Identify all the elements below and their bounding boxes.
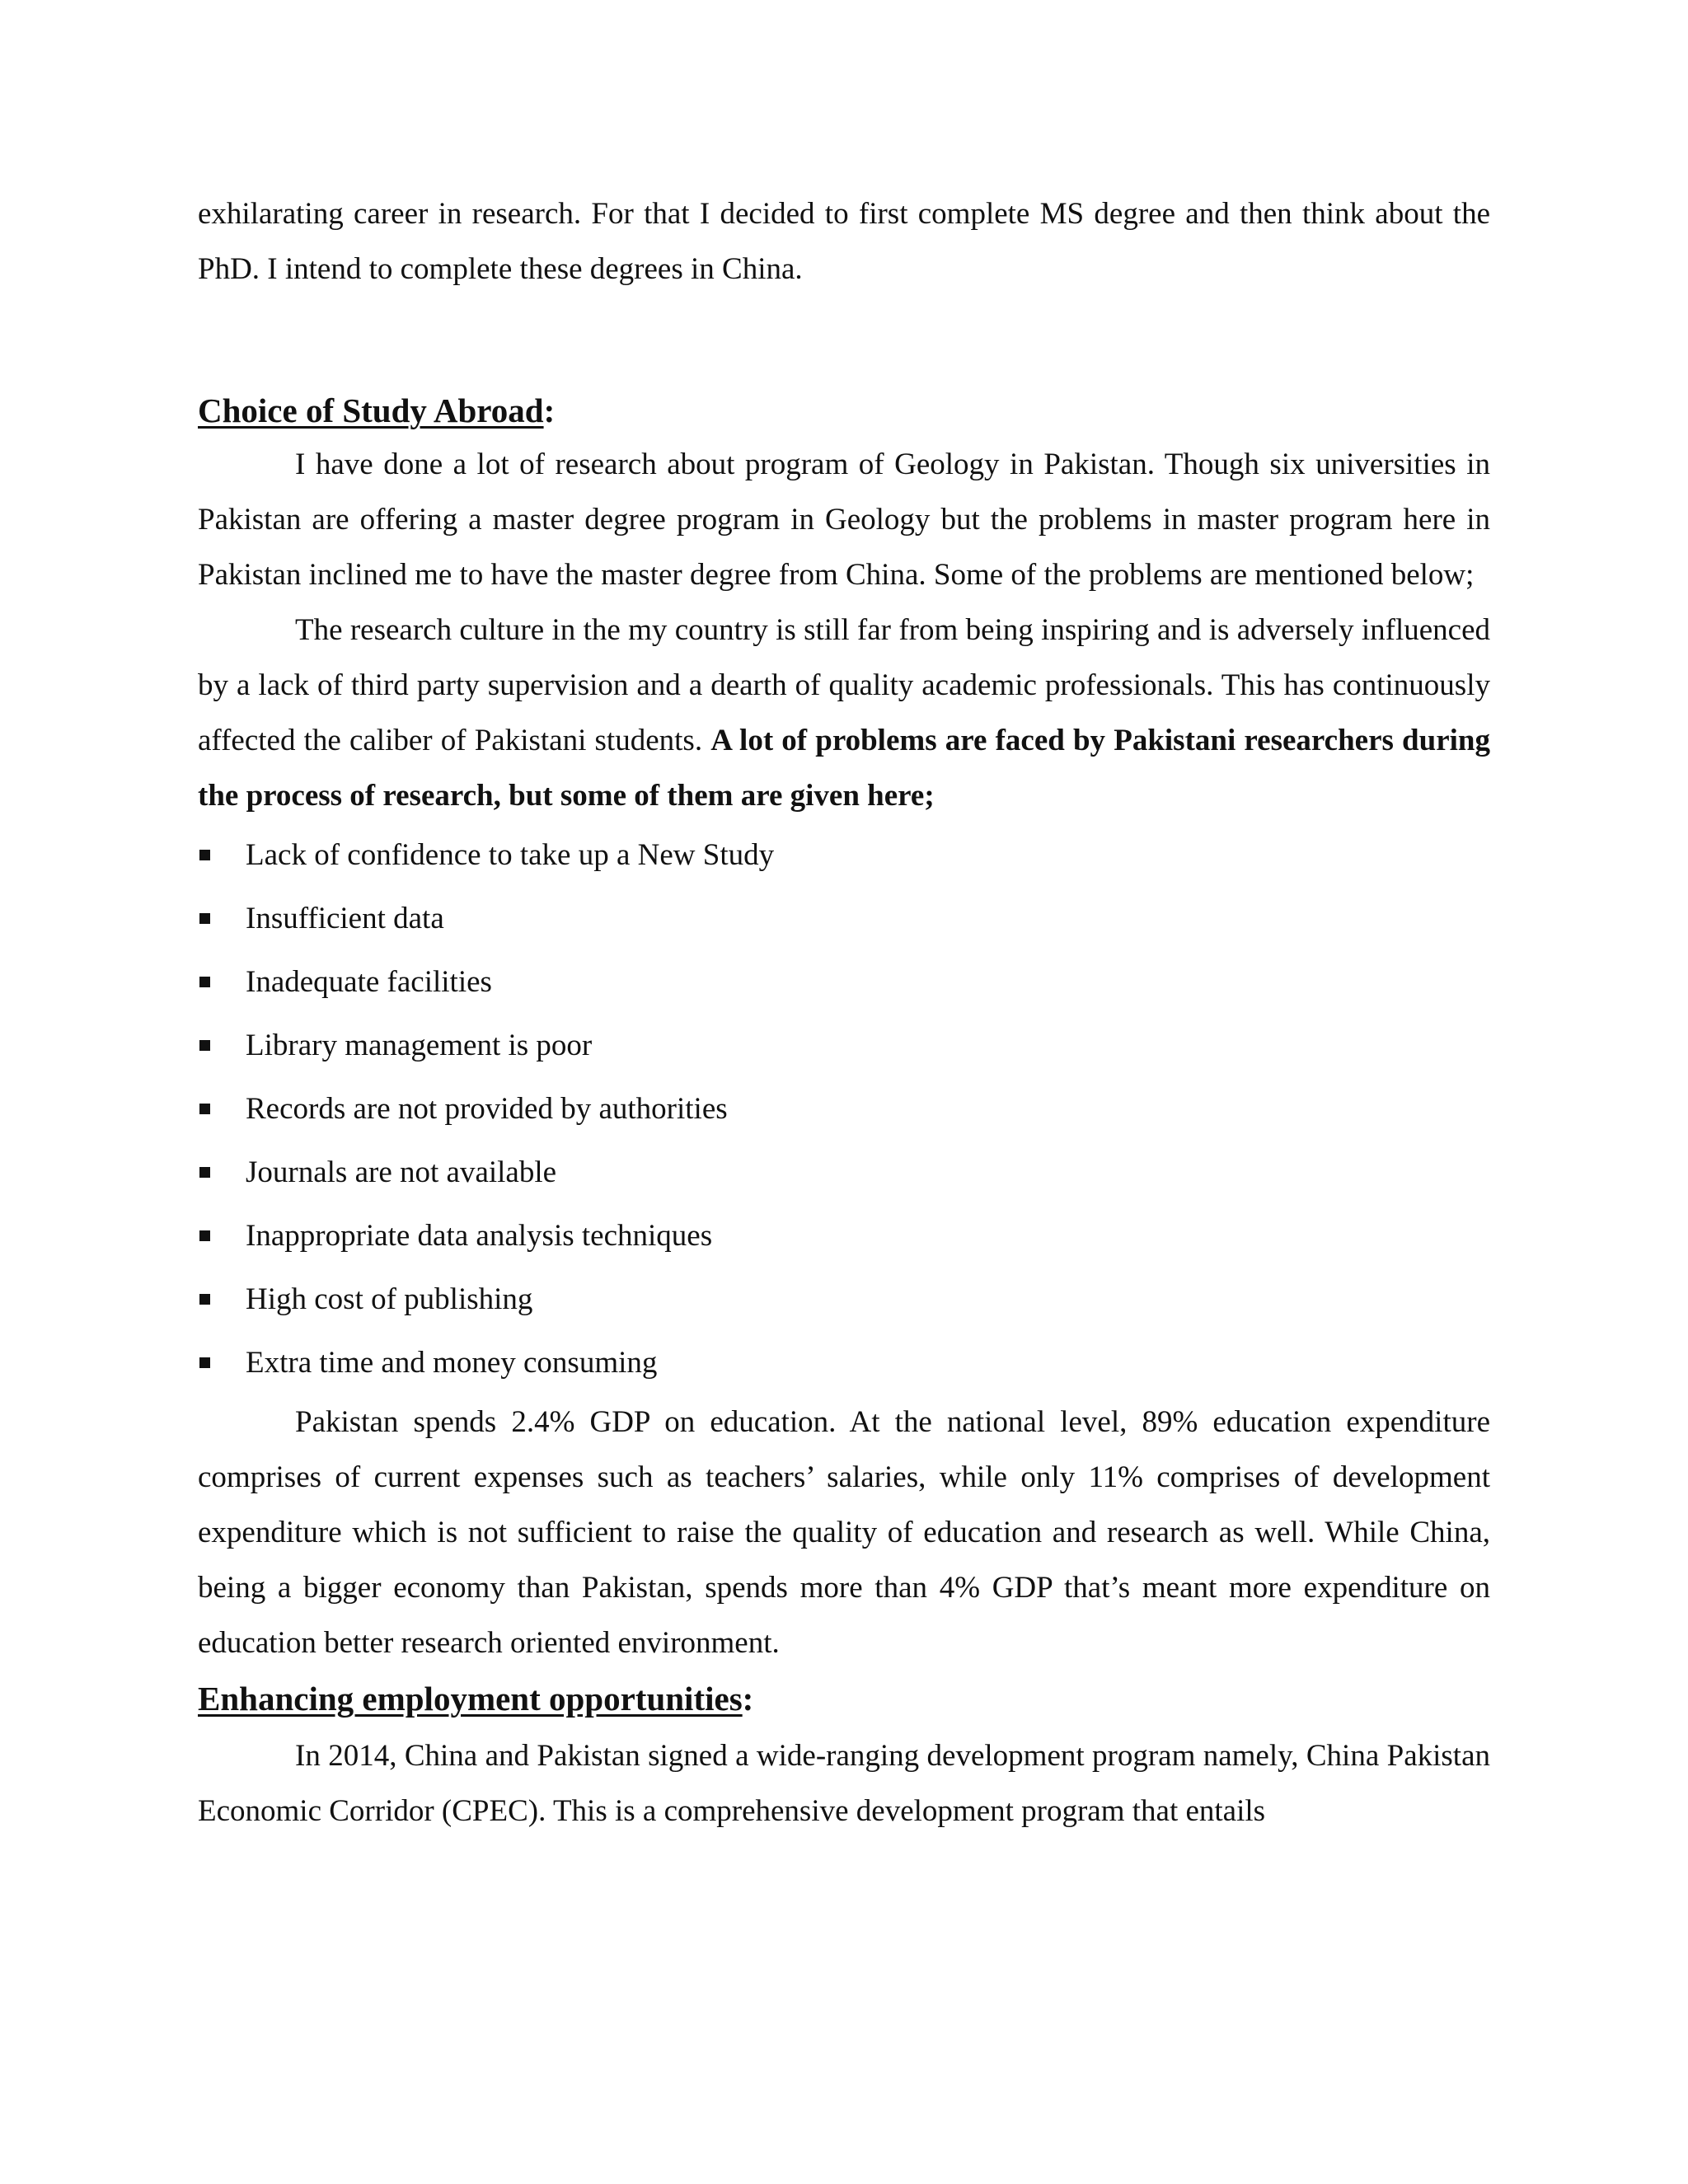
list-item-text: Insufficient data (246, 902, 444, 935)
list-item (198, 887, 1490, 950)
list-item-text: Library management is poor (246, 1029, 593, 1062)
list-item-text: Inadequate facilities (246, 965, 492, 999)
square-bullet-icon (199, 977, 210, 987)
square-bullet-icon (199, 1167, 210, 1178)
choice-paragraph-1: I have done a lot of research about program of Geology in Pakistan. Though six universities in Pakistan are offering a master degree program in Geology but the problems in master program here in Pakistan inclined me to have the master degree from China. Some of the problems are mentioned below; (198, 448, 1490, 592)
list-item (198, 1204, 1490, 1268)
square-bullet-icon (199, 1357, 210, 1368)
list-item (198, 1331, 1490, 1394)
list-item (198, 1141, 1490, 1204)
square-bullet-icon (199, 1230, 210, 1241)
list-item-text: Journals are not available (246, 1155, 557, 1189)
list-item (198, 950, 1490, 1014)
section-heading-text: Enhancing employment opportunities (198, 1680, 743, 1718)
square-bullet-icon (199, 1104, 210, 1114)
problems-list (198, 823, 1490, 1394)
square-bullet-icon (199, 913, 210, 924)
section-heading-colon: : (543, 391, 556, 429)
choice-paragraph-2-text: The research culture in the my country is still far from being inspiring and is adversely influenced by a lack of third party supervision and a dearth of quality academic professionals. This has continuously affected the caliber of Pakistani students. (198, 613, 1490, 757)
document-page (198, 186, 1490, 1839)
intro-paragraph: exhilarating career in research. For that I decided to first complete MS degree and then think about the PhD. I intend to complete these degrees in China. (198, 197, 1490, 286)
list-item-text: Records are not provided by authorities (246, 1092, 728, 1126)
square-bullet-icon (199, 1294, 210, 1305)
list-item-text: High cost of publishing (246, 1282, 533, 1316)
list-item (198, 823, 1490, 887)
list-item-text: Extra time and money consuming (246, 1346, 658, 1380)
choice-paragraph-2-bold: A lot of problems are faced by Pakistani researchers during the process of research, but some of them are given here; (198, 724, 1490, 813)
section-heading-choice-of-study-abroad (198, 386, 1490, 435)
section-heading-colon: : (742, 1680, 754, 1718)
square-bullet-icon (199, 1040, 210, 1051)
choice-paragraph-2 (198, 602, 1490, 823)
list-item-text: Lack of confidence to take up a New Study (246, 838, 775, 872)
section-heading-text: Choice of Study Abroad (198, 391, 544, 429)
list-item (198, 1077, 1490, 1141)
choice-paragraph-3: Pakistan spends 2.4% GDP on education. At the national level, 89% education expenditure comprises of current expenses such as teachers’ salaries, while only 11% comprises of development expenditure which is not sufficient to raise the quality of education and research as well. While China, being a bigger economy than Pakistan, spends more than 4% GDP that’s meant more expenditure on education better research oriented environment. (198, 1405, 1490, 1660)
list-item-text: Inappropriate data analysis techniques (246, 1219, 713, 1253)
list-item (198, 1014, 1490, 1077)
section-heading-enhancing-employment (198, 1674, 1490, 1723)
list-item (198, 1268, 1490, 1331)
square-bullet-icon (199, 850, 210, 860)
employment-paragraph-1: In 2014, China and Pakistan signed a wide-ranging development program namely, China Pakistan Economic Corridor (CPEC). This is a comprehensive development program that entails (198, 1739, 1490, 1828)
